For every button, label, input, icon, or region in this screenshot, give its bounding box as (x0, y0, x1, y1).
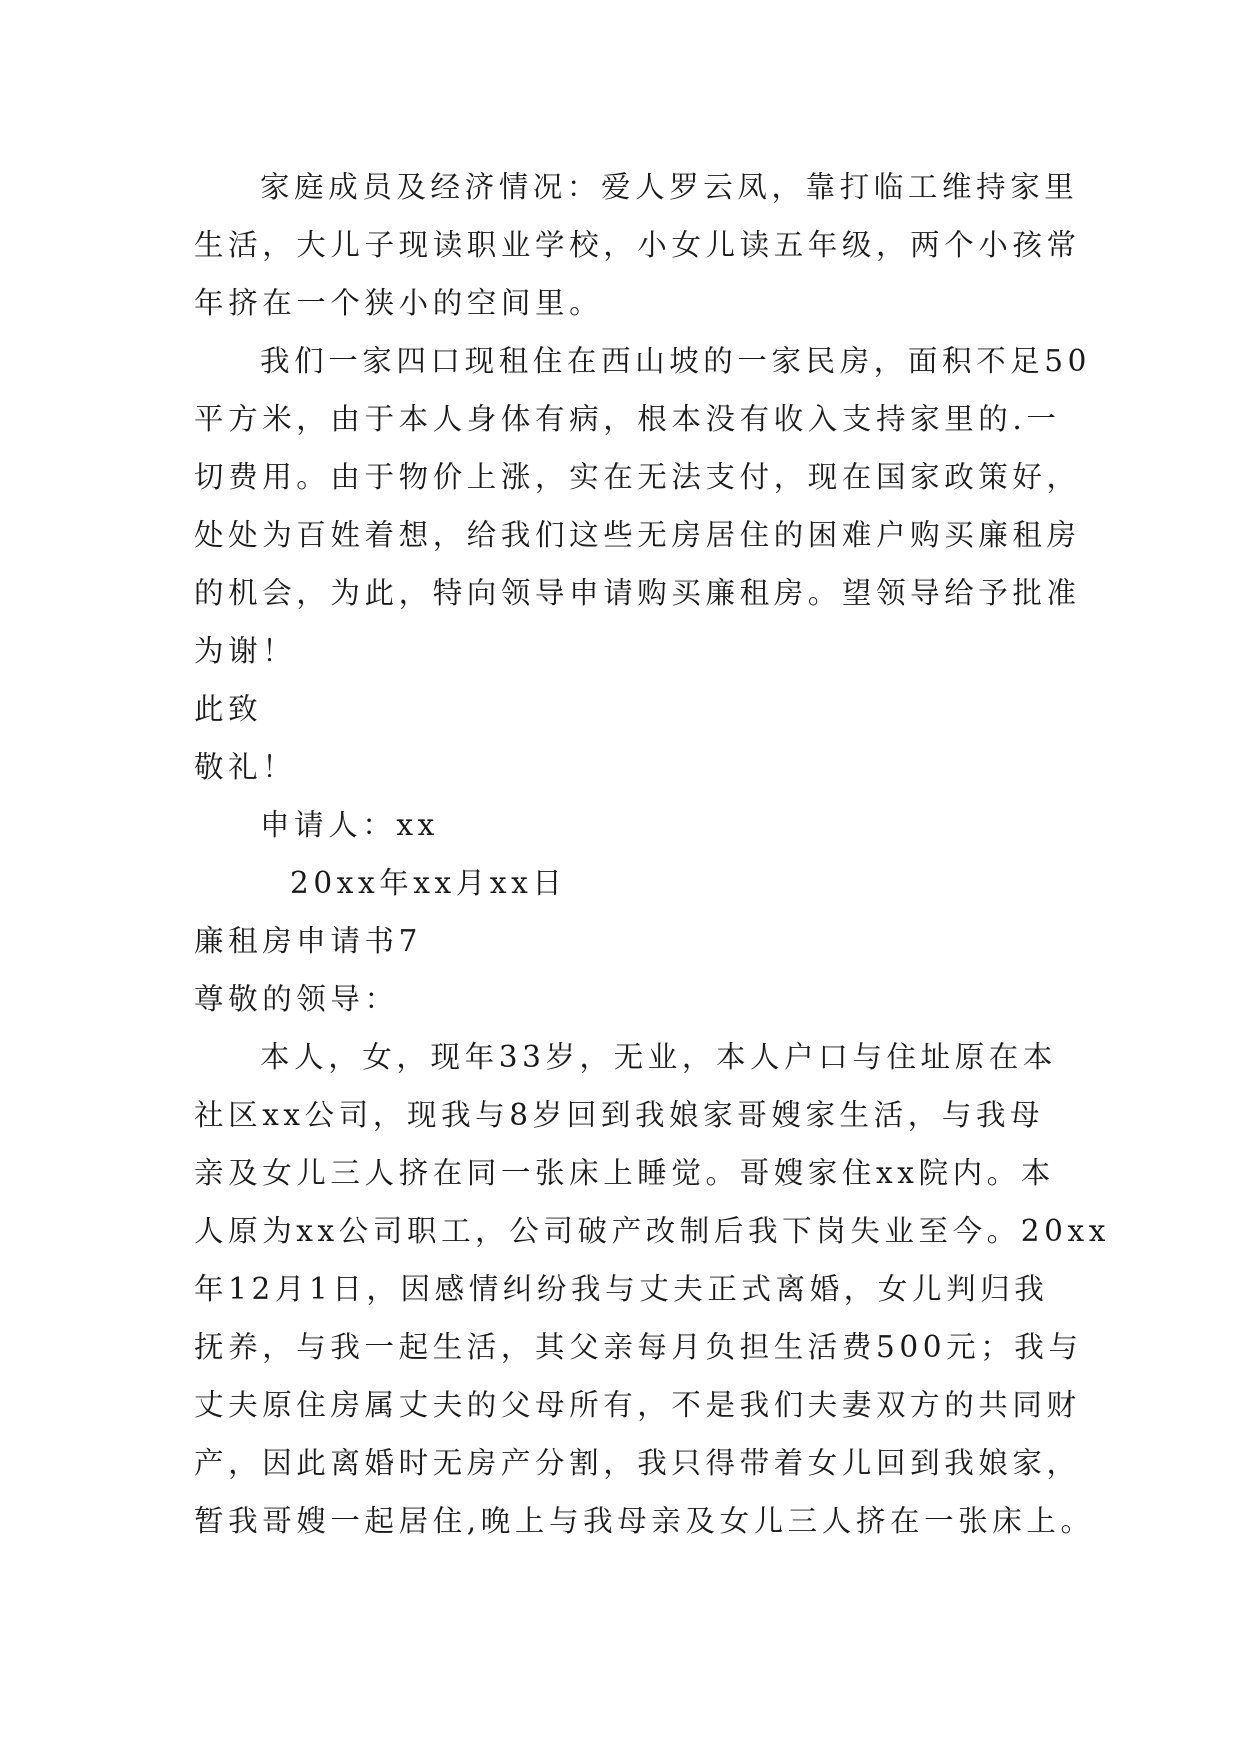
text-line: 人原为xx公司职工，公司破产改制后我下岗失业至今。20xx (194, 1214, 1110, 1248)
text-line: 年挤在一个狭小的空间里。 (194, 286, 604, 320)
text-line: 我们一家四口现租住在西山坡的一家民房，面积不足50 (260, 344, 1092, 378)
text-line: 本人，女，现年33岁，无业，本人户口与住址原在本 (260, 1040, 1057, 1074)
text-line: 为谢！ (194, 634, 297, 668)
text-line: 生活，大儿子现读职业学校，小女儿读五年级，两个小孩常 (194, 228, 1081, 262)
text-line: 年12月1日，因感情纠纷我与丈夫正式离婚，女儿判归我 (194, 1272, 1049, 1306)
text-line: 切费用。由于物价上涨，实在无法支付，现在国家政策好， (194, 460, 1081, 494)
text-line: 平方米，由于本人身体有病，根本没有收入支持家里的.一 (194, 402, 1061, 436)
section-title: 廉租房申请书7 (194, 924, 422, 958)
signature-date: 20xx年xx月xx日 (290, 866, 567, 900)
document-body (194, 158, 1110, 1550)
text-line: 家庭成员及经济情况：爱人罗云凤，靠打临工维持家里 (260, 170, 1079, 204)
text-line: 亲及女儿三人挤在同一张床上睡觉。哥嫂家住xx院内。本 (194, 1156, 1055, 1190)
text-line: 抚养，与我一起生活，其父亲每月负担生活费500元；我与 (194, 1330, 1083, 1364)
text-line: 产，因此离婚时无房产分割，我只得带着女儿回到我娘家， (194, 1446, 1081, 1480)
closing-salutation: 此致 (194, 692, 263, 726)
closing-regards: 敬礼！ (194, 750, 297, 784)
text-line: 丈夫原住房属丈夫的父母所有，不是我们夫妻双方的共同财 (194, 1388, 1081, 1422)
text-line: 的机会，为此，特向领导申请购买廉租房。望领导给予批准 (194, 576, 1081, 610)
text-line: 暂我哥嫂一起居住,晚上与我母亲及女儿三人挤在一张床上。 (194, 1504, 1095, 1538)
applicant-signature: 申请人：xx (260, 808, 439, 842)
greeting: 尊敬的领导： (194, 982, 399, 1016)
text-line: 处处为百姓着想，给我们这些无房居住的困难户购买廉租房 (194, 518, 1081, 552)
text-line: 社区xx公司，现我与8岁回到我娘家哥嫂家生活，与我母 (194, 1098, 1045, 1132)
